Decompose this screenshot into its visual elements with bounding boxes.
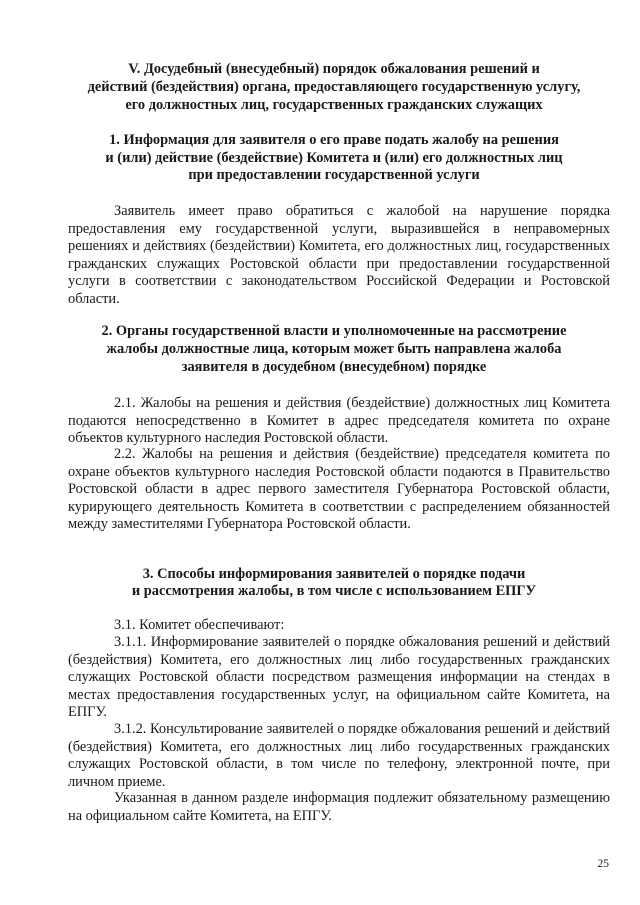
paragraph-3-1-2: 3.1.2. Консультирование заявителей о порядке обжалования решений и действий (бездействия) Комитета, его должностных лиц либо государственных гражданских служащих Ростовской области, в том числе по телефону, электронной почте, при личном приеме.: [68, 721, 610, 790]
subsection-1-paragraph: Заявитель имеет право обратиться с жалобой на нарушение порядка предоставления ему государственной услуги, выразившейся в неправомерных решениях и действиях (бездействии) Комитета, его должностных лиц, государственных гражданских служащих Ростовской области при предоставлении государственной услуги в соответствии с законодательством Российской Федерации и Ростовской области.: [68, 203, 610, 307]
subsection-2-title-line-1: 2. Органы государственной власти и уполномоченные на рассмотрение: [101, 323, 567, 339]
subsection-3-title-line-1: 3. Способы информирования заявителей о порядке подачи: [142, 566, 526, 582]
section-v-title-line-2: действий (бездействия) органа, предоставляющего государственную услугу,: [87, 79, 581, 95]
subsection-2-title-line-3: заявителя в досудебном (внесудебном) порядке: [181, 359, 487, 375]
subsection-1-title-line-1: 1. Информация для заявителя о его праве подать жалобу на решения: [109, 132, 559, 148]
paragraph-2-2: 2.2. Жалобы на решения и действия (бездействие) председателя комитета по охране объектов культурного наследия Ростовской области подаются в Правительство Ростовской области в адрес первого заместителя Губернатора Ростовской области, курирующего деятельность Комитета в соответствии с распределением обязанностей между заместителями Губернатора Ростовской области.: [68, 446, 610, 532]
paragraph-3-1: 3.1. Комитет обеспечивают:: [114, 617, 285, 633]
subsection-2-title-line-2: жалобы должностные лица, которым может быть направлена жалоба: [106, 341, 562, 357]
paragraph-final: Указанная в данном разделе информация подлежит обязательному размещению на официальном сайте Комитета, на ЕПГУ.: [68, 790, 610, 824]
paragraph-2-1: 2.1. Жалобы на решения и действия (бездействие) должностных лиц Комитета подаются непосредственно в Комитет в адрес председателя комитета по охране объектов культурного наследия Ростовской области.: [68, 395, 610, 446]
subsection-3-title-line-2: и рассмотрения жалобы, в том числе с использованием ЕПГУ: [131, 583, 537, 599]
section-v-title-line-3: его должностных лиц, государственных гражданских служащих: [125, 97, 543, 113]
section-v-title-line-1: V. Досудебный (внесудебный) порядок обжалования решений и: [128, 61, 540, 77]
subsection-1-title-line-3: при предоставлении государственной услуги: [188, 167, 480, 183]
page-number: 25: [597, 858, 609, 870]
paragraph-3-1-1: 3.1.1. Информирование заявителей о порядке обжалования решений и действий (бездействия) Комитета, его должностных лиц либо государственных гражданских служащих Ростовской области посредством размещения информации на стендах в местах предоставления государственных услуг, на официальном сайте Комитета, на ЕПГУ.: [68, 634, 610, 720]
subsection-1-title-line-2: и (или) действие (бездействие) Комитета и (или) его должностных лиц: [105, 150, 563, 166]
